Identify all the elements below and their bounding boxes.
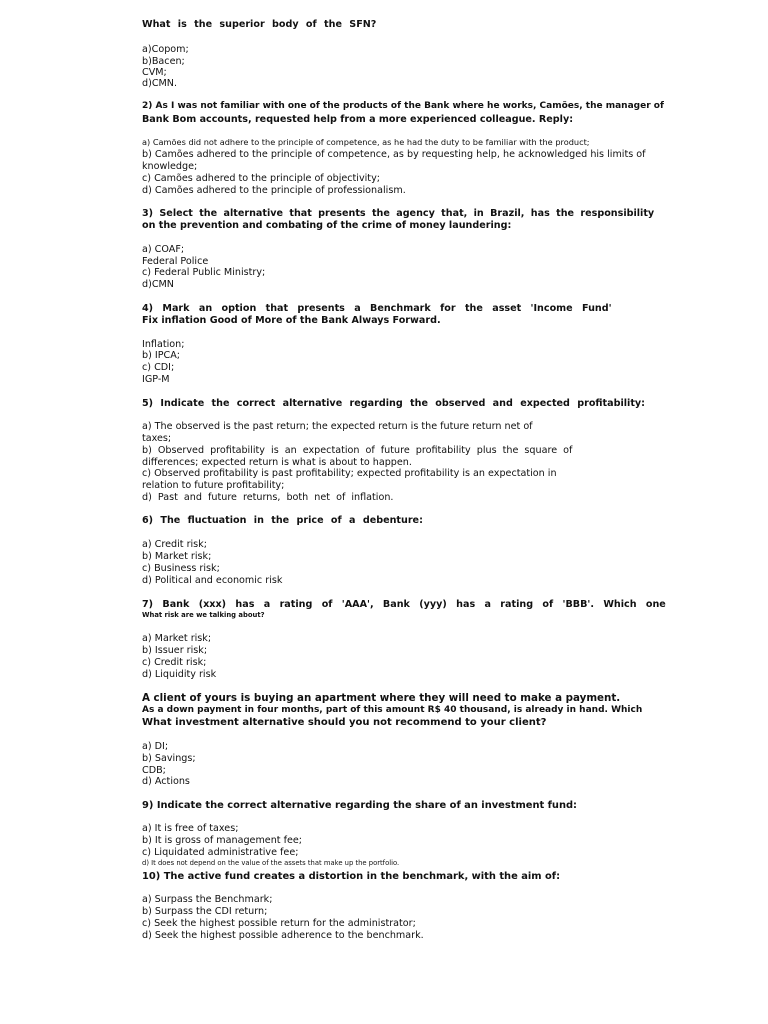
question-1-option-c: CVM;: [142, 67, 167, 78]
question-6-option-b: b) Market risk;: [142, 551, 212, 562]
question-8-option-c: CDB;: [142, 765, 166, 776]
question-7-option-b: b) Issuer risk;: [142, 645, 208, 656]
question-3-option-b: Federal Police: [142, 256, 209, 267]
question-5-option-c-cont: relation to future profitability;: [142, 480, 285, 491]
question-2-title-line-2: Bank Bom accounts, requested help from a more experienced colleague. Reply:: [142, 114, 574, 125]
question-9-option-c: c) Liquidated administrative fee;: [142, 847, 299, 858]
question-8-option-b: b) Savings;: [142, 753, 196, 764]
question-7-option-a: a) Market risk;: [142, 633, 212, 644]
question-9-title: 9) Indicate the correct alternative regarding the share of an investment fund:: [142, 800, 578, 811]
question-1-option-d: d)CMN.: [142, 78, 178, 89]
question-5-option-a-cont: taxes;: [142, 433, 172, 444]
question-3-title-line-1: 3) Select the alternative that presents the agency that, in Brazil, has the responsibility: [142, 208, 655, 219]
question-10-option-a: a) Surpass the Benchmark;: [142, 894, 273, 905]
question-5-option-a: a) The observed is the past return; the expected return is the future return net of: [142, 421, 533, 432]
question-7-option-c: c) Credit risk;: [142, 657, 207, 668]
question-7-title-line-2: What risk are we talking about?: [142, 611, 265, 619]
question-1-title: What is the superior body of the SFN?: [142, 19, 377, 30]
question-4-option-d: IGP-M: [142, 374, 170, 385]
question-2-option-b-cont: knowledge;: [142, 161, 198, 172]
question-8-option-d: d) Actions: [142, 776, 190, 787]
question-9-option-b: b) It is gross of management fee;: [142, 835, 303, 846]
question-5-option-d: d) Past and future returns, both net of inflation.: [142, 492, 394, 503]
question-10-option-b: b) Surpass the CDI return;: [142, 906, 268, 917]
question-10-option-d: d) Seek the highest possible adherence to the benchmark.: [142, 930, 424, 941]
question-6-option-c: c) Business risk;: [142, 563, 220, 574]
question-2-option-d: d) Camões adhered to the principle of professionalism.: [142, 185, 406, 196]
question-5-option-b-cont: differences; expected return is what is about to happen.: [142, 457, 412, 468]
question-4-title-line-1: 4) Mark an option that presents a Benchmark for the asset 'Income Fund': [142, 303, 612, 314]
question-8-title-line-2: As a down payment in four months, part of this amount R$ 40 thousand, is already in hand. Which: [142, 705, 643, 715]
question-3-option-a: a) COAF;: [142, 244, 185, 255]
question-5-option-c: c) Observed profitability is past profitability; expected profitability is an expectation in: [142, 468, 557, 479]
question-4-option-b: b) IPCA;: [142, 350, 180, 361]
question-2-title-line-1: 2) As I was not familiar with one of the products of the Bank where he works, Camões, the manager of: [142, 101, 664, 111]
question-5-title: 5) Indicate the correct alternative regarding the observed and expected profitability:: [142, 398, 646, 409]
question-2-option-b: b) Camões adhered to the principle of competence, as by requesting help, he acknowledged his limits of: [142, 149, 646, 160]
question-7-option-d: d) Liquidity risk: [142, 669, 217, 680]
question-4-title-line-2: Fix inflation Good of More of the Bank Always Forward.: [142, 315, 441, 326]
question-8-option-a: a) DI;: [142, 741, 169, 752]
question-4-option-c: c) CDI;: [142, 362, 175, 373]
question-8-title-line-3: What investment alternative should you not recommend to your client?: [142, 717, 547, 728]
question-3-option-d: d)CMN: [142, 279, 174, 290]
question-7-title-line-1: 7) Bank (xxx) has a rating of 'AAA', Bank (yyy) has a rating of 'BBB'. Which one: [142, 599, 666, 610]
question-4-option-a: Inflation;: [142, 339, 185, 350]
question-10-option-c: c) Seek the highest possible return for the administrator;: [142, 918, 416, 929]
question-2-option-c: c) Camões adhered to the principle of objectivity;: [142, 173, 380, 184]
question-9-option-a: a) It is free of taxes;: [142, 823, 239, 834]
question-10-title: 10) The active fund creates a distortion in the benchmark, with the aim of:: [142, 871, 561, 882]
question-1-option-a: a)Copom;: [142, 44, 189, 55]
question-2-option-a: a) Camões did not adhere to the principle of competence, as he had the duty to be familiar with the product;: [142, 137, 590, 147]
question-3-option-c: c) Federal Public Ministry;: [142, 267, 266, 278]
question-6-title: 6) The fluctuation in the price of a debenture:: [142, 515, 423, 526]
question-6-option-d: d) Political and economic risk: [142, 575, 283, 586]
question-5-option-b: b) Observed profitability is an expectation of future profitability plus the square of: [142, 445, 573, 456]
question-3-title-line-2: on the prevention and combating of the crime of money laundering:: [142, 220, 512, 231]
question-6-option-a: a) Credit risk;: [142, 539, 207, 550]
question-8-title-line-1: A client of yours is buying an apartment where they will need to make a payment.: [142, 692, 621, 704]
question-1-option-b: b)Bacen;: [142, 56, 185, 67]
question-9-option-d: d) It does not depend on the value of the assets that make up the portfolio.: [142, 859, 400, 867]
